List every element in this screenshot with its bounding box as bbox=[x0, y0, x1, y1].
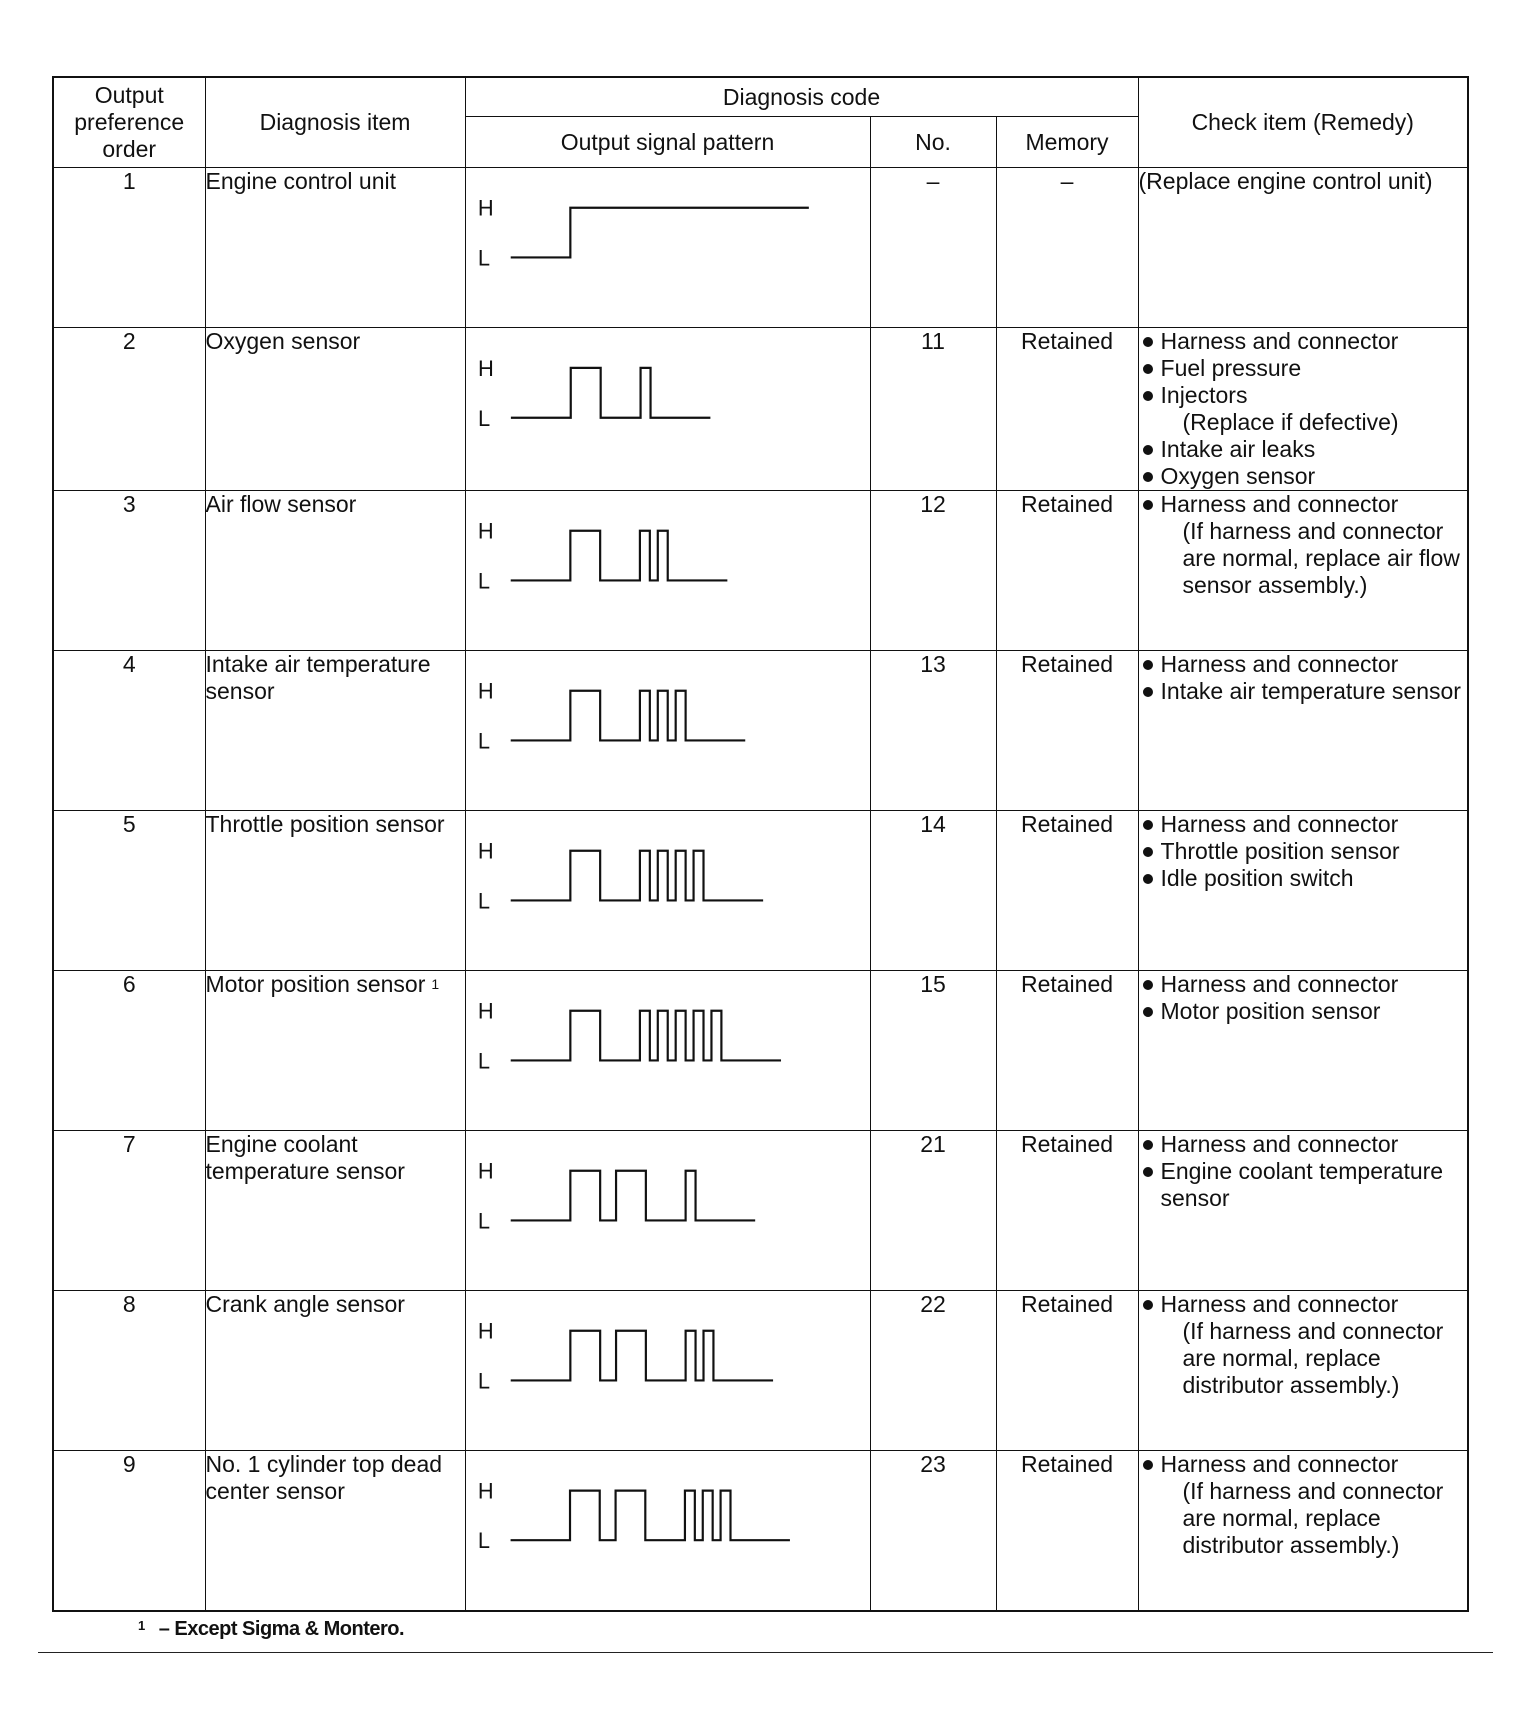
code-number-cell: 11 bbox=[870, 328, 996, 491]
table-row bbox=[53, 168, 1468, 328]
signal-waveform-diagram bbox=[466, 811, 870, 970]
signal-waveform-diagram bbox=[466, 168, 870, 327]
check-item-note: (If harness and connector are normal, replace air flow sensor assembly.) bbox=[1182, 518, 1460, 598]
footnote-mark: 1 bbox=[138, 1618, 145, 1633]
check-item-cell bbox=[1138, 491, 1468, 651]
check-item-label: Oxygen sensor bbox=[1160, 463, 1316, 489]
check-item-label: Harness and connector bbox=[1160, 1451, 1399, 1477]
signal-waveform bbox=[510, 1011, 780, 1061]
diagnosis-item-text: Throttle position sensor bbox=[205, 811, 445, 837]
memory-cell: Retained bbox=[996, 971, 1138, 1131]
check-item bbox=[1139, 998, 1468, 1025]
code-number-cell: 12 bbox=[870, 491, 996, 651]
diagnosis-item-cell bbox=[205, 328, 465, 491]
table-row bbox=[53, 651, 1468, 811]
check-item-cell bbox=[1138, 168, 1468, 328]
code-number-cell: 15 bbox=[870, 971, 996, 1131]
signal-waveform-diagram bbox=[466, 971, 870, 1130]
check-item-label: Injectors bbox=[1160, 382, 1248, 408]
order-cell: 7 bbox=[53, 1131, 205, 1291]
check-item bbox=[1139, 355, 1468, 382]
signal-pattern-cell bbox=[465, 651, 870, 811]
signal-high-label: H bbox=[477, 518, 494, 544]
header-no: No. bbox=[870, 117, 996, 168]
check-item-list bbox=[1139, 1451, 1468, 1559]
signal-low-label: L bbox=[477, 1048, 490, 1074]
check-item bbox=[1139, 651, 1468, 678]
code-number-cell: – bbox=[870, 168, 996, 328]
signal-low-label: L bbox=[477, 1528, 490, 1554]
check-item bbox=[1139, 1158, 1468, 1212]
memory-cell: Retained bbox=[996, 1451, 1138, 1611]
diagnosis-document bbox=[52, 76, 1467, 1612]
check-item-list bbox=[1139, 971, 1468, 1025]
code-number-cell: 22 bbox=[870, 1291, 996, 1451]
table-row bbox=[53, 1291, 1468, 1451]
signal-pattern-cell bbox=[465, 971, 870, 1131]
footnote-text: – Except Sigma & Montero. bbox=[158, 1618, 405, 1640]
signal-waveform bbox=[510, 691, 745, 741]
check-item bbox=[1139, 865, 1468, 892]
check-item-label: Intake air temperature sensor bbox=[1160, 678, 1461, 704]
check-item-list bbox=[1139, 811, 1468, 892]
check-item-label: Harness and connector bbox=[1160, 651, 1399, 677]
check-item bbox=[1139, 491, 1468, 599]
check-item-note: (Replace if defective) bbox=[1182, 409, 1399, 435]
signal-pattern-cell bbox=[465, 1131, 870, 1291]
header-item: Diagnosis item bbox=[205, 77, 465, 168]
signal-high-label: H bbox=[477, 195, 494, 221]
signal-pattern-cell bbox=[465, 168, 870, 328]
check-item bbox=[1139, 678, 1468, 705]
signal-low-label: L bbox=[477, 728, 490, 754]
diagnosis-item-cell bbox=[205, 1291, 465, 1451]
check-item bbox=[1139, 328, 1468, 355]
signal-high-label: H bbox=[477, 998, 494, 1024]
header-order: Output preference order bbox=[53, 77, 205, 168]
check-item-text: (Replace engine control unit) bbox=[1138, 168, 1433, 194]
code-number-cell: 21 bbox=[870, 1131, 996, 1291]
diagnosis-item-text: Engine coolant temperature sensor bbox=[205, 1131, 405, 1184]
check-item bbox=[1139, 838, 1468, 865]
table-row bbox=[53, 971, 1468, 1131]
check-item-label: Harness and connector bbox=[1160, 971, 1399, 997]
memory-cell: Retained bbox=[996, 1131, 1138, 1291]
check-item-label: Fuel pressure bbox=[1160, 355, 1302, 381]
check-item-cell bbox=[1138, 811, 1468, 971]
memory-cell: Retained bbox=[996, 491, 1138, 651]
order-cell: 6 bbox=[53, 971, 205, 1131]
signal-waveform bbox=[510, 1491, 789, 1541]
signal-waveform-diagram bbox=[466, 1291, 870, 1450]
check-item-label: Harness and connector bbox=[1160, 491, 1399, 517]
table-row bbox=[53, 811, 1468, 971]
check-item-label: Engine coolant temperature sensor bbox=[1160, 1158, 1444, 1211]
check-item-label: Motor position sensor bbox=[1160, 998, 1381, 1024]
signal-high-label: H bbox=[477, 1158, 494, 1184]
check-item-cell bbox=[1138, 651, 1468, 811]
order-cell: 4 bbox=[53, 651, 205, 811]
check-item bbox=[1139, 971, 1468, 998]
check-item-list bbox=[1139, 328, 1468, 490]
signal-low-label: L bbox=[477, 888, 490, 914]
table-row bbox=[53, 1131, 1468, 1291]
check-item-note: (If harness and connector are normal, replace distributor assembly.) bbox=[1182, 1478, 1444, 1558]
signal-high-label: H bbox=[477, 1318, 494, 1344]
check-item bbox=[1139, 811, 1468, 838]
memory-cell: Retained bbox=[996, 328, 1138, 491]
diagnosis-item-cell bbox=[205, 811, 465, 971]
table-row bbox=[53, 491, 1468, 651]
check-item-list bbox=[1139, 491, 1468, 599]
check-item bbox=[1139, 1131, 1468, 1158]
signal-waveform-diagram bbox=[466, 1131, 870, 1290]
table-row bbox=[53, 328, 1468, 491]
code-number-cell: 13 bbox=[870, 651, 996, 811]
header-code: Diagnosis code bbox=[465, 77, 1138, 117]
check-item-cell bbox=[1138, 1291, 1468, 1451]
memory-cell: Retained bbox=[996, 811, 1138, 971]
signal-high-label: H bbox=[477, 355, 494, 381]
check-item-cell bbox=[1138, 971, 1468, 1131]
check-item-list bbox=[1139, 1131, 1468, 1212]
diagnosis-item-text: Engine control unit bbox=[205, 168, 397, 194]
check-item-label: Harness and connector bbox=[1160, 811, 1399, 837]
diagnosis-item-text: Intake air temperature sensor bbox=[205, 651, 431, 704]
signal-waveform-diagram bbox=[466, 491, 870, 650]
check-item bbox=[1139, 382, 1468, 436]
check-item bbox=[1139, 463, 1468, 490]
signal-pattern-cell bbox=[465, 1451, 870, 1611]
order-cell: 5 bbox=[53, 811, 205, 971]
signal-high-label: H bbox=[477, 678, 494, 704]
memory-cell: Retained bbox=[996, 651, 1138, 811]
signal-pattern-cell bbox=[465, 1291, 870, 1451]
diagnosis-item-text: No. 1 cylinder top dead center sensor bbox=[205, 1451, 443, 1504]
check-item-cell bbox=[1138, 328, 1468, 491]
diagnosis-item-cell bbox=[205, 491, 465, 651]
check-item-label: Harness and connector bbox=[1160, 328, 1399, 354]
check-item bbox=[1139, 1451, 1468, 1559]
check-item bbox=[1139, 436, 1468, 463]
signal-waveform-diagram bbox=[466, 1451, 870, 1610]
diagnosis-item-cell bbox=[205, 168, 465, 328]
diagnosis-item-text: Air flow sensor bbox=[205, 491, 357, 517]
signal-low-label: L bbox=[477, 405, 490, 431]
header-check: Check item (Remedy) bbox=[1138, 77, 1468, 168]
check-item-label: Harness and connector bbox=[1160, 1291, 1399, 1317]
diagnosis-item-cell bbox=[205, 1131, 465, 1291]
diagnosis-item-text: Oxygen sensor bbox=[205, 328, 361, 354]
table-body bbox=[53, 168, 1468, 1611]
signal-pattern-cell bbox=[465, 811, 870, 971]
signal-waveform bbox=[510, 531, 727, 581]
signal-waveform bbox=[510, 1171, 754, 1221]
signal-waveform-diagram bbox=[466, 651, 870, 810]
memory-cell: Retained bbox=[996, 1291, 1138, 1451]
signal-high-label: H bbox=[477, 1478, 494, 1504]
memory-cell: – bbox=[996, 168, 1138, 328]
order-cell: 9 bbox=[53, 1451, 205, 1611]
signal-waveform bbox=[510, 1331, 772, 1381]
diagnosis-table bbox=[52, 76, 1469, 1612]
signal-low-label: L bbox=[477, 1208, 490, 1234]
check-item-label: Idle position switch bbox=[1160, 865, 1354, 891]
page-rule bbox=[38, 1652, 1493, 1653]
order-cell: 1 bbox=[53, 168, 205, 328]
signal-waveform-diagram bbox=[466, 328, 870, 490]
check-item bbox=[1139, 1291, 1468, 1399]
check-item-cell bbox=[1138, 1131, 1468, 1291]
code-number-cell: 23 bbox=[870, 1451, 996, 1611]
signal-pattern-cell bbox=[465, 491, 870, 651]
signal-low-label: L bbox=[477, 568, 490, 594]
signal-low-label: L bbox=[477, 1368, 490, 1394]
signal-waveform bbox=[510, 851, 762, 901]
footnote bbox=[138, 1618, 404, 1641]
signal-waveform bbox=[510, 368, 710, 418]
check-item-cell bbox=[1138, 1451, 1468, 1611]
order-cell: 8 bbox=[53, 1291, 205, 1451]
check-item-note: (If harness and connector are normal, replace distributor assembly.) bbox=[1182, 1318, 1444, 1398]
header-memory: Memory bbox=[996, 117, 1138, 168]
code-number-cell: 14 bbox=[870, 811, 996, 971]
diagnosis-item-text: Motor position sensor bbox=[205, 971, 426, 997]
signal-high-label: H bbox=[477, 838, 494, 864]
order-cell: 2 bbox=[53, 328, 205, 491]
check-item-label: Intake air leaks bbox=[1160, 436, 1316, 462]
signal-low-label: L bbox=[477, 245, 490, 271]
diagnosis-item-text: Crank angle sensor bbox=[205, 1291, 405, 1317]
diagnosis-item-cell bbox=[205, 1451, 465, 1611]
check-item-list bbox=[1139, 1291, 1468, 1399]
signal-waveform bbox=[510, 208, 808, 258]
signal-pattern-cell bbox=[465, 328, 870, 491]
order-cell: 3 bbox=[53, 491, 205, 651]
header-pattern: Output signal pattern bbox=[465, 117, 870, 168]
check-item-list bbox=[1139, 651, 1468, 705]
check-item-label: Harness and connector bbox=[1160, 1131, 1399, 1157]
diagnosis-item-cell bbox=[205, 971, 465, 1131]
diagnosis-item-cell bbox=[205, 651, 465, 811]
table-row bbox=[53, 1451, 1468, 1611]
footnote-reference: 1 bbox=[431, 976, 440, 992]
check-item-label: Throttle position sensor bbox=[1160, 838, 1400, 864]
